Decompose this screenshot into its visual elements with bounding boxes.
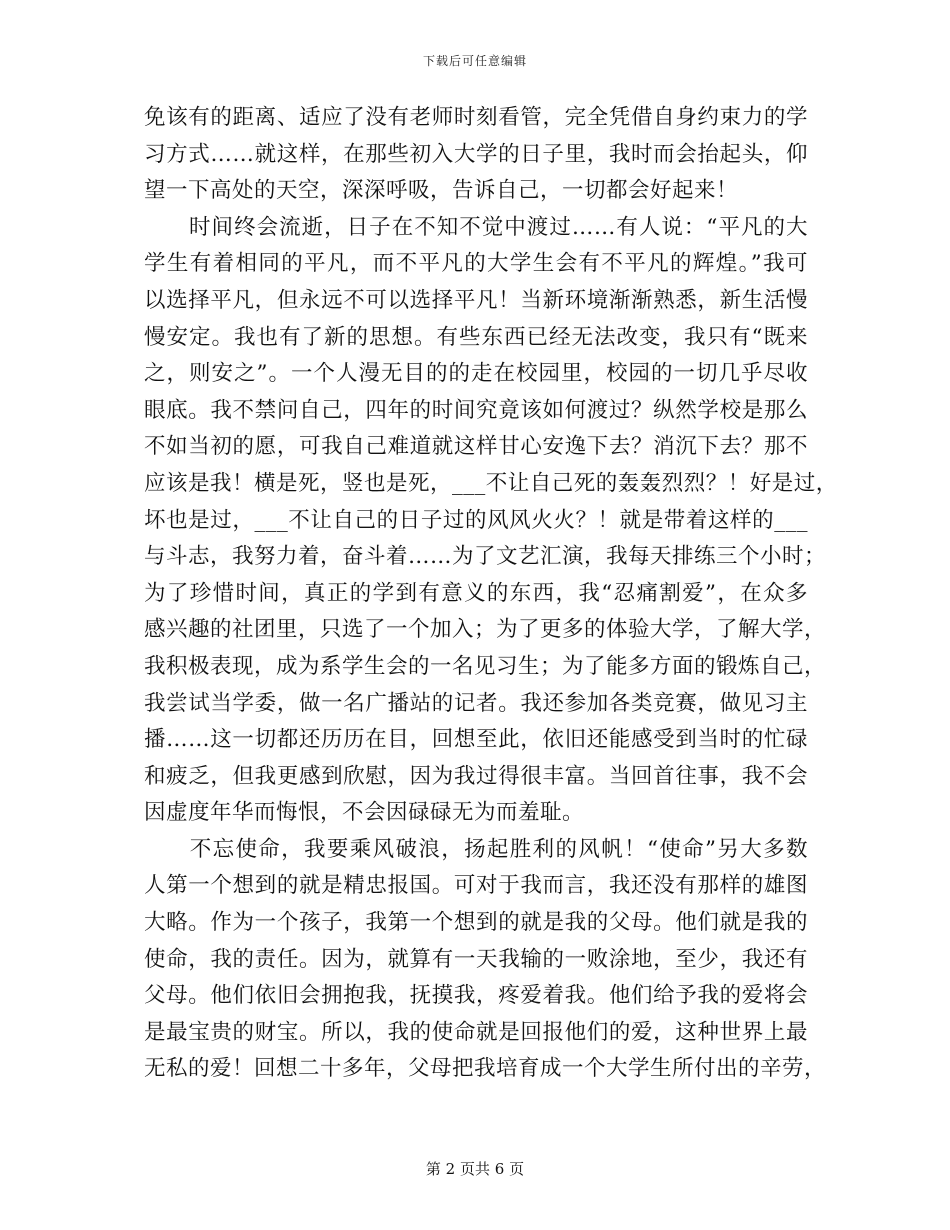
- text-line: 不如当初的愿，可我自己难道就这样甘心安逸下去？消沉下去？那不: [144, 434, 808, 460]
- text-line: 大略。作为一个孩子，我第一个想到的就是我的父母。他们就是我的: [144, 910, 808, 936]
- text-line: 之，则安之”。一个人漫无目的的走在校园里，校园的一切几乎尽收: [144, 361, 808, 387]
- text-line: 我积极表现，成为系学生会的一名见习生；为了能多方面的锻炼自己，: [144, 653, 827, 679]
- text-line: 应该是我！横是死，竖也是死，___不让自己死的轰轰烈烈？！好是过，: [144, 470, 838, 496]
- text-line: 播……这一切都还历历在目，回想至此，依旧还能感受到当时的忙碌: [144, 727, 808, 753]
- text-line: 习方式……就这样，在那些初入大学的日子里，我时而会抬起头，仰: [144, 141, 808, 167]
- text-line: 免该有的距离、适应了没有老师时刻看管，完全凭借自身约束力的学: [144, 105, 808, 130]
- text-line: 无私的爱！回想二十多年，父母把我培育成一个大学生所付出的辛劳，: [144, 1056, 827, 1082]
- text-line: 为了珍惜时间，真正的学到有意义的东西，我“忍痛割爱”，在众多: [144, 580, 808, 606]
- text-line: 时间终会流逝，日子在不知不觉中渡过……有人说：“平凡的大: [144, 214, 808, 240]
- text-line: 因虚度年华而悔恨，不会因碌碌无为而羞耻。: [144, 800, 585, 826]
- text-line: 与斗志，我努力着，奋斗着……为了文艺汇演，我每天排练三个小时；: [144, 544, 827, 570]
- text-line: 是最宝贵的财宝。所以，我的使命就是回报他们的爱，这种世界上最: [144, 1019, 808, 1045]
- text-line: 以选择平凡，但永远不可以选择平凡！当新环境渐渐熟悉，新生活慢: [144, 287, 808, 313]
- page-number-footer: 第 2 页共 6 页: [425, 1160, 525, 1178]
- text-line: 人第一个想到的就是精忠报国。可对于我而言，我还没有那样的雄图: [144, 873, 808, 899]
- text-line: 眼底。我不禁问自己，四年的时间究竟该如何渡过？纵然学校是那么: [144, 397, 808, 423]
- text-line: 不忘使命，我要乘风破浪，扬起胜利的风帆！“使命”另大多数: [144, 836, 808, 862]
- document-body: [144, 100, 838, 1088]
- text-line: 父母。他们依旧会拥抱我，抚摸我，疼爱着我。他们给予我的爱将会: [144, 983, 808, 1009]
- text-line: 慢安定。我也有了新的思想。有些东西已经无法改变，我只有“既来: [144, 324, 808, 350]
- text-line: 和疲乏，但我更感到欣慰，因为我过得很丰富。当回首往事，我不会: [144, 763, 808, 789]
- text-line: 使命，我的责任。因为，就算有一天我输的一败涂地，至少，我还有: [144, 946, 808, 972]
- text-line: 学生有着相同的平凡，而不平凡的大学生会有不平凡的辉煌。”我可: [144, 251, 808, 277]
- text-line: 坏也是过，___不让自己的日子过的风风火火？！就是带着这样的___: [144, 507, 808, 533]
- page-header: 下载后可任意编辑: [422, 54, 527, 68]
- text-line: 我尝试当学委，做一名广播站的记者。我还参加各类竞赛，做见习主: [144, 690, 808, 716]
- text-line: 望一下高处的天空，深深呼吸，告诉自己，一切都会好起来！: [144, 178, 739, 204]
- text-line: 感兴趣的社团里，只选了一个加入；为了更多的体验大学，了解大学，: [144, 617, 827, 643]
